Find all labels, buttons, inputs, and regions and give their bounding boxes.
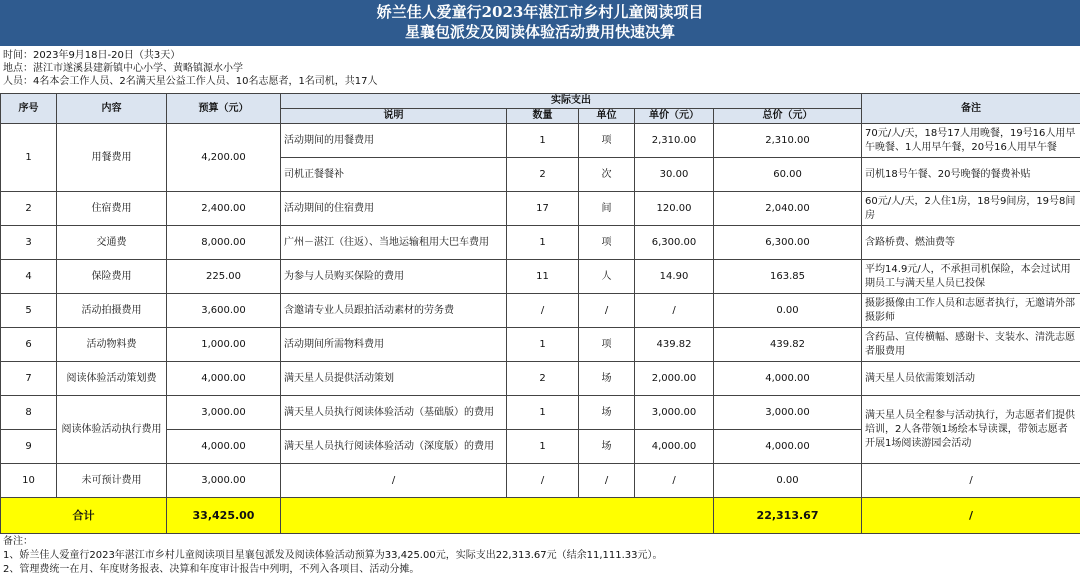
row-total: 0.00 <box>714 464 862 498</box>
row-total: 0.00 <box>714 294 862 328</box>
row-seq: 6 <box>1 328 57 362</box>
row-desc: 活动期间的用餐费用 <box>281 124 507 158</box>
row-remark: / <box>862 464 1080 498</box>
header-content: 内容 <box>57 94 167 124</box>
info-people: 人员：4名本会工作人员、2名满天星公益工作人员、10名志愿者，1名司机，共17人 <box>3 76 378 87</box>
row-unit: / <box>579 294 635 328</box>
total-actual: 22,313.67 <box>714 498 862 534</box>
row-unit: 场 <box>579 430 635 464</box>
row-unit: 间 <box>579 192 635 226</box>
row-qty: 17 <box>507 192 579 226</box>
total-remark: / <box>862 498 1080 534</box>
table-row <box>1 294 1080 328</box>
row-desc: 满天星人员执行阅读体验活动（基础版）的费用 <box>281 396 507 430</box>
row-desc: / <box>281 464 507 498</box>
table-row <box>1 226 1080 260</box>
info-time: 时间：2023年9月18日-20日（共3天） <box>3 50 181 61</box>
row-remark: 含路桥费、燃油费等 <box>862 226 1080 260</box>
row-name: 阅读体验活动执行费用 <box>57 396 167 464</box>
row-remark: 平均14.9元/人，不承担司机保险，本会过试用期员工与满天星人员已投保 <box>862 260 1080 294</box>
row-remark: 60元/人/天，2人住1房，18号9间房，19号8间房 <box>862 192 1080 226</box>
row-unit: 项 <box>579 226 635 260</box>
table-row <box>1 464 1080 498</box>
row-remark: 70元/人/天，18号17人用晚餐，19号16人用早午晚餐、1人用早午餐，20号16人用早午餐 <box>862 124 1080 158</box>
notes-section <box>3 535 663 577</box>
row-price: 2,310.00 <box>635 124 714 158</box>
row-total: 3,000.00 <box>714 396 862 430</box>
row-desc: 司机正餐餐补 <box>281 158 507 192</box>
row-seq: 9 <box>1 430 57 464</box>
table-row <box>1 328 1080 362</box>
row-qty: / <box>507 464 579 498</box>
row-price: 439.82 <box>635 328 714 362</box>
row-desc: 为参与人员购买保险的费用 <box>281 260 507 294</box>
row-price: 4,000.00 <box>635 430 714 464</box>
row-desc: 活动期间所需物料费用 <box>281 328 507 362</box>
row-name: 未可预计费用 <box>57 464 167 498</box>
row-name: 阅读体验活动策划费 <box>57 362 167 396</box>
row-budget: 3,000.00 <box>167 464 281 498</box>
title-banner <box>0 0 1080 46</box>
table-row <box>1 192 1080 226</box>
info-place: 地点：湛江市遂溪县建新镇中心小学、黄略镇源水小学 <box>3 63 243 74</box>
row-qty: 1 <box>507 396 579 430</box>
row-seq: 4 <box>1 260 57 294</box>
row-remark: 满天星人员依需策划活动 <box>862 362 1080 396</box>
total-budget: 33,425.00 <box>167 498 281 534</box>
row-price: / <box>635 294 714 328</box>
note-2: 2、管理费统一在月、年度财务报表、决算和年度审计报告中列明，不列入各项目、活动分摊。 <box>3 564 420 575</box>
row-budget: 4,000.00 <box>167 362 281 396</box>
total-row <box>1 498 1080 534</box>
row-remark: 司机18号午餐、20号晚餐的餐费补贴 <box>862 158 1080 192</box>
header-row-1 <box>1 94 1080 109</box>
total-blank <box>281 498 714 534</box>
row-qty: 1 <box>507 226 579 260</box>
notes-heading: 备注： <box>3 536 33 547</box>
row-remark: 摄影摄像由工作人员和志愿者执行，无邀请外部摄影师 <box>862 294 1080 328</box>
row-total: 60.00 <box>714 158 862 192</box>
header-total: 总价（元） <box>714 109 862 124</box>
row-total: 163.85 <box>714 260 862 294</box>
row-total: 4,000.00 <box>714 430 862 464</box>
row-price: 3,000.00 <box>635 396 714 430</box>
row-budget: 3,000.00 <box>167 396 281 430</box>
row-remark: 含药品、宣传横幅、感谢卡、支装水、清洗志愿者服费用 <box>862 328 1080 362</box>
document-title-line2: 星襄包派发及阅读体验活动费用快速决算 <box>404 23 675 41</box>
table-row <box>1 396 1080 430</box>
row-total: 4,000.00 <box>714 362 862 396</box>
row-total: 6,300.00 <box>714 226 862 260</box>
row-seq: 2 <box>1 192 57 226</box>
header-qty: 数量 <box>507 109 579 124</box>
row-budget: 1,000.00 <box>167 328 281 362</box>
row-unit: / <box>579 464 635 498</box>
document-title-line1: 娇兰佳人爱童行2023年湛江市乡村儿童阅读项目 <box>376 3 704 21</box>
row-qty: 11 <box>507 260 579 294</box>
row-total: 2,040.00 <box>714 192 862 226</box>
row-price: 2,000.00 <box>635 362 714 396</box>
row-budget: 8,000.00 <box>167 226 281 260</box>
row-seq: 3 <box>1 226 57 260</box>
row-seq: 1 <box>1 124 57 192</box>
header-price: 单价（元） <box>635 109 714 124</box>
row-qty: 2 <box>507 158 579 192</box>
row-unit: 项 <box>579 124 635 158</box>
row-desc: 满天星人员执行阅读体验活动（深度版）的费用 <box>281 430 507 464</box>
row-desc: 广州－湛江（往返）、当地运输租用大巴车费用 <box>281 226 507 260</box>
row-remark: 满天星人员全程参与活动执行，为志愿者们提供培训，2人各带领1场绘本导读课，带领志愿者开展1场阅读游园会活动 <box>862 396 1080 464</box>
header-budget: 预算（元） <box>167 94 281 124</box>
row-seq: 8 <box>1 396 57 430</box>
table-row <box>1 124 1080 158</box>
row-name: 活动物料费 <box>57 328 167 362</box>
row-desc: 含邀请专业人员跟拍活动素材的劳务费 <box>281 294 507 328</box>
row-unit: 人 <box>579 260 635 294</box>
row-seq: 10 <box>1 464 57 498</box>
row-price: / <box>635 464 714 498</box>
row-name: 活动拍摄费用 <box>57 294 167 328</box>
header-seq: 序号 <box>1 94 57 124</box>
header-remark: 备注 <box>862 94 1080 124</box>
row-budget: 4,200.00 <box>167 124 281 192</box>
row-budget: 4,000.00 <box>167 430 281 464</box>
row-price: 30.00 <box>635 158 714 192</box>
row-total: 439.82 <box>714 328 862 362</box>
row-qty: 1 <box>507 430 579 464</box>
total-label: 合计 <box>1 498 167 534</box>
row-qty: 1 <box>507 124 579 158</box>
note-1: 1、娇兰佳人爱童行2023年湛江市乡村儿童阅读项目星襄包派发及阅读体验活动预算为33,425.00元，实际支出22,313.67元（结余11,111.33元）。 <box>3 550 663 561</box>
row-unit: 项 <box>579 328 635 362</box>
table-row <box>1 362 1080 396</box>
row-price: 120.00 <box>635 192 714 226</box>
row-budget: 3,600.00 <box>167 294 281 328</box>
row-name: 保险费用 <box>57 260 167 294</box>
row-name: 交通费 <box>57 226 167 260</box>
header-unit: 单位 <box>579 109 635 124</box>
row-price: 6,300.00 <box>635 226 714 260</box>
row-qty: 2 <box>507 362 579 396</box>
row-desc: 活动期间的住宿费用 <box>281 192 507 226</box>
row-desc: 满天星人员提供活动策划 <box>281 362 507 396</box>
row-unit: 场 <box>579 362 635 396</box>
row-seq: 5 <box>1 294 57 328</box>
row-name: 用餐费用 <box>57 124 167 192</box>
header-desc: 说明 <box>281 109 507 124</box>
row-qty: / <box>507 294 579 328</box>
row-budget: 2,400.00 <box>167 192 281 226</box>
row-qty: 1 <box>507 328 579 362</box>
table-row <box>1 260 1080 294</box>
row-unit: 场 <box>579 396 635 430</box>
header-actual: 实际支出 <box>281 94 862 109</box>
row-budget: 225.00 <box>167 260 281 294</box>
row-name: 住宿费用 <box>57 192 167 226</box>
row-total: 2,310.00 <box>714 124 862 158</box>
row-price: 14.90 <box>635 260 714 294</box>
row-unit: 次 <box>579 158 635 192</box>
expense-table <box>0 93 1080 534</box>
row-seq: 7 <box>1 362 57 396</box>
